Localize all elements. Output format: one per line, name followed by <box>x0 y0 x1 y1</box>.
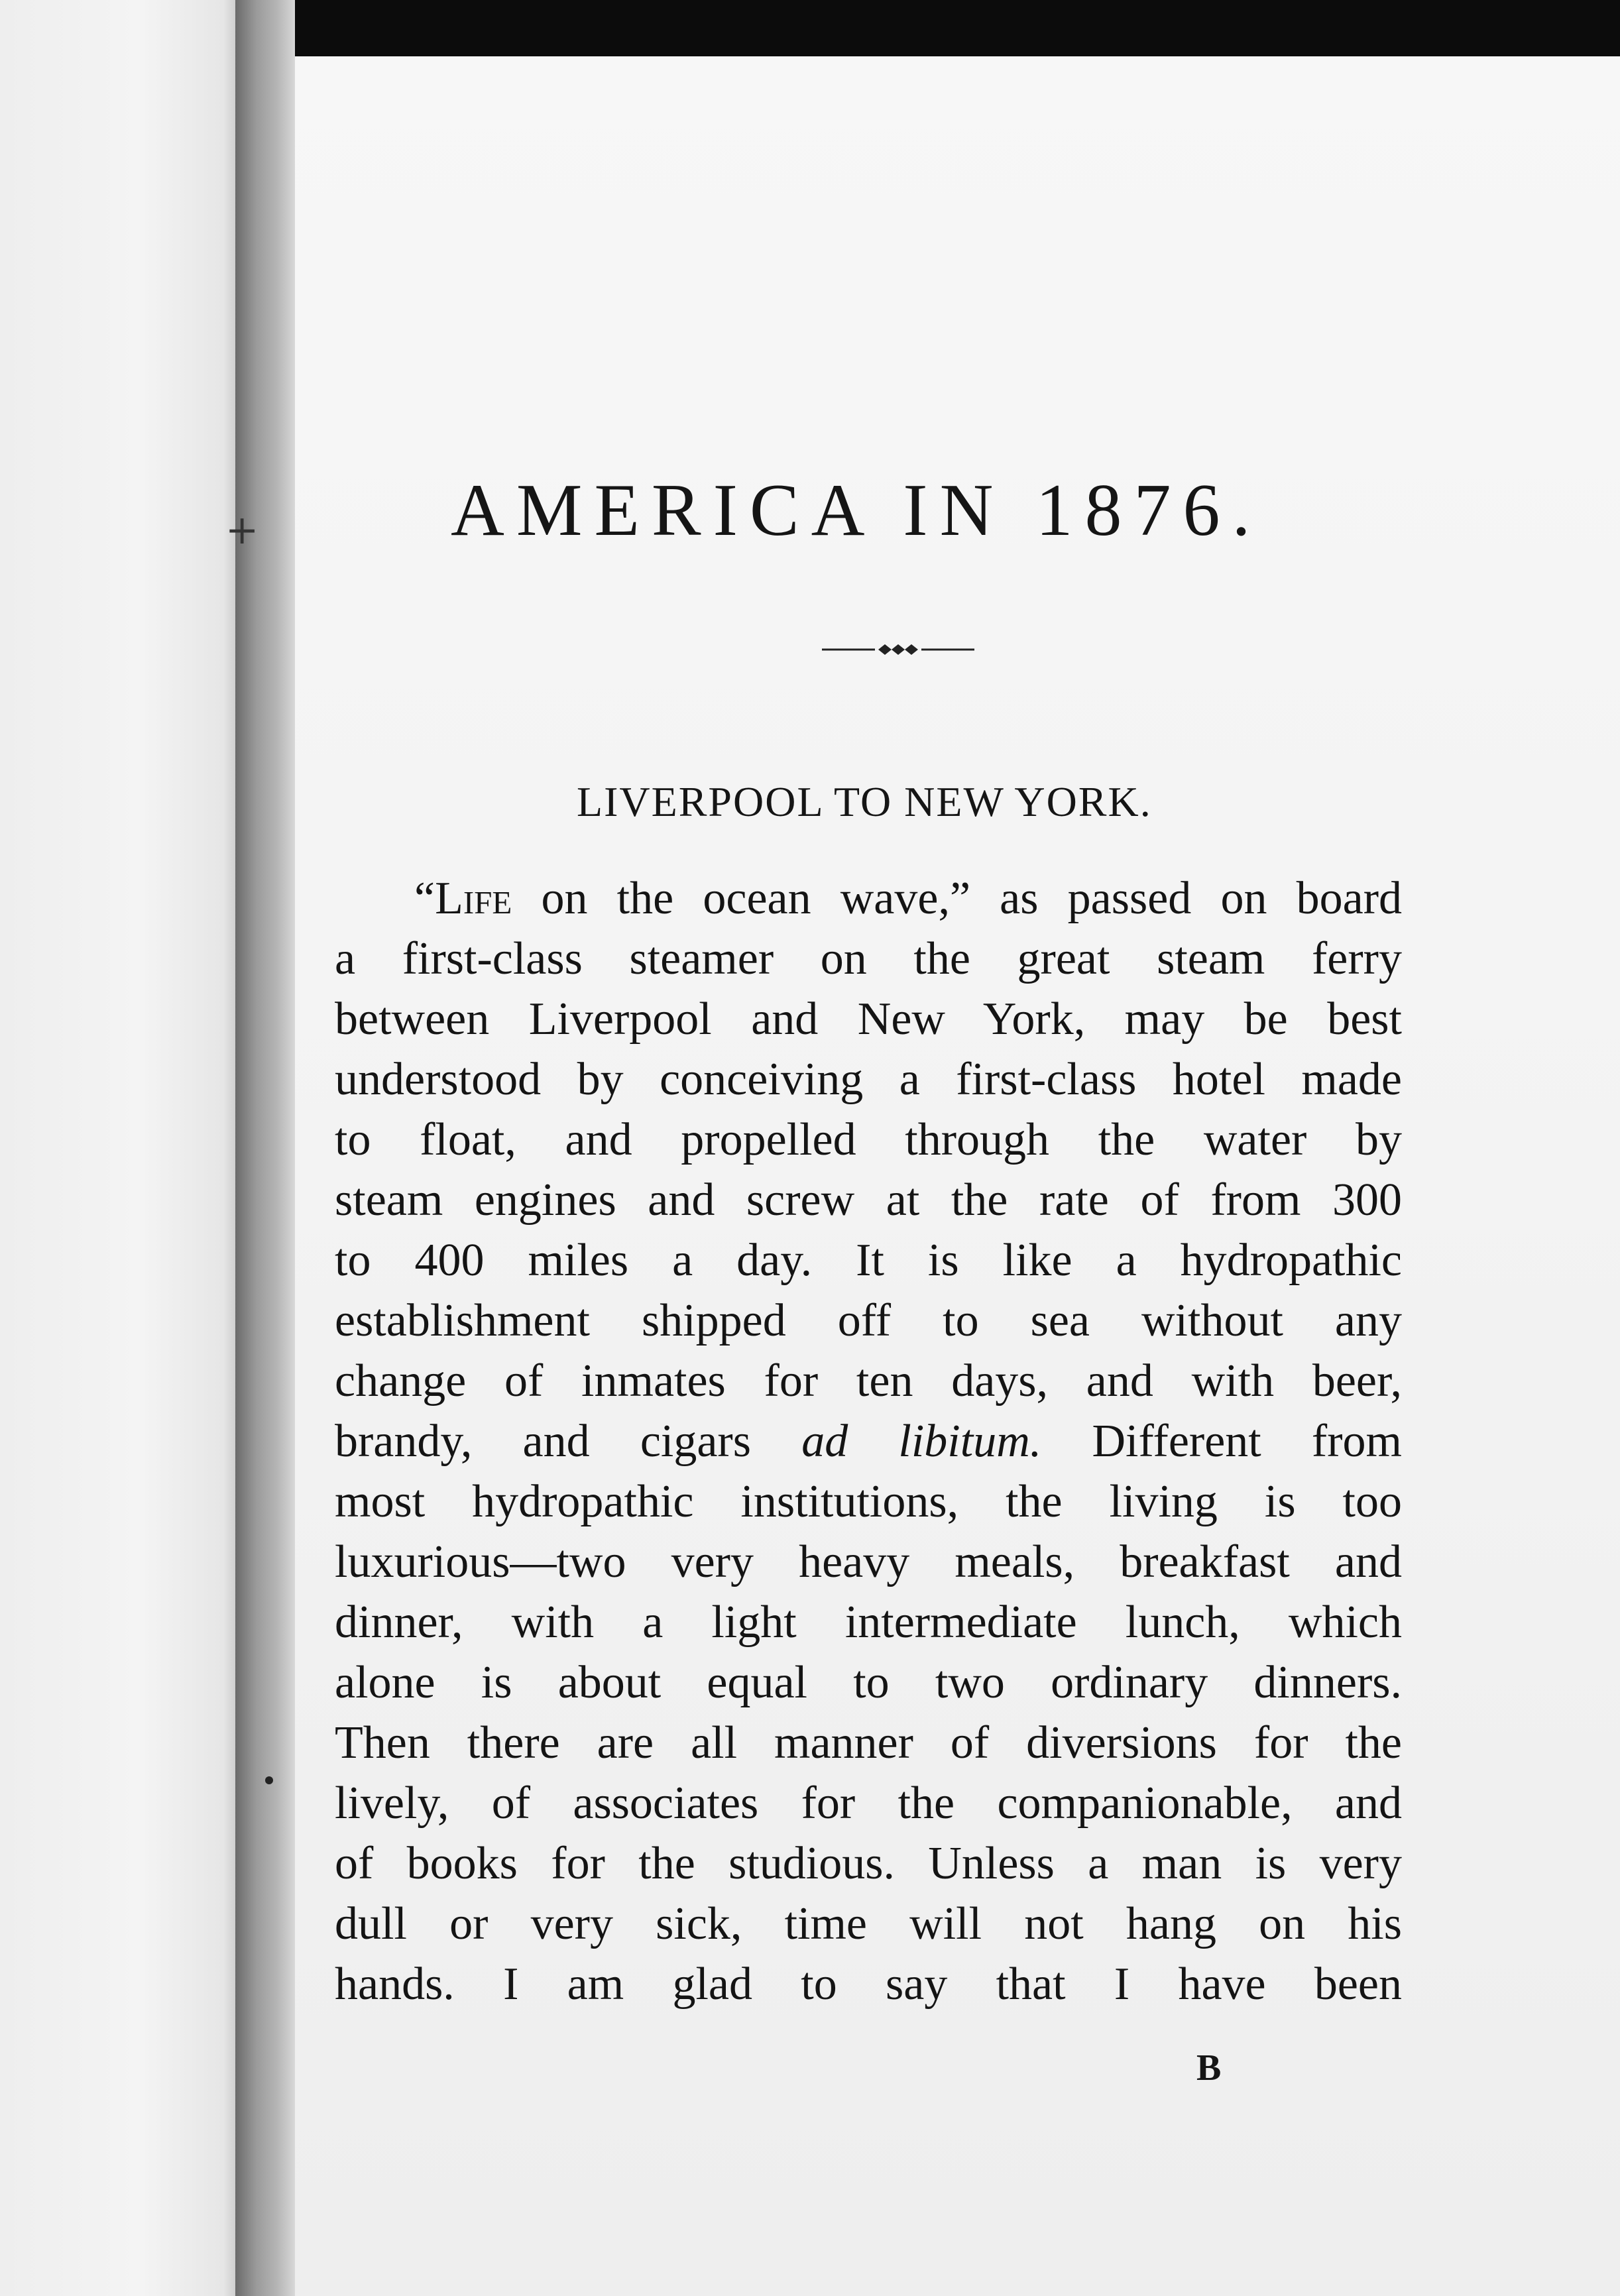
body-line: change of inmates for ten days, and with beer, <box>335 1355 1402 1406</box>
body-line: luxurious—two very heavy meals, breakfast and <box>335 1536 1402 1587</box>
line-text: brandy, and cigars <box>335 1416 802 1467</box>
body-line: Then there are all manner of diversions for the <box>335 1717 1402 1768</box>
body-line: a first-class steamer on the great steam ferry <box>335 933 1402 984</box>
body-line: dull or very sick, time will not hang on his <box>335 1898 1402 1949</box>
body-line: most hydropathic institutions, the living is too <box>335 1476 1402 1527</box>
body-line <box>335 868 1402 929</box>
body-line: between Liverpool and New York, may be best <box>335 994 1402 1045</box>
body-line: to float, and propelled through the water by <box>335 1114 1402 1165</box>
margin-mark-icon: + <box>225 507 259 553</box>
body-line: of books for the studious. Unless a man is very <box>335 1838 1402 1889</box>
margin-dot-icon <box>265 1776 273 1784</box>
body-text <box>335 868 1402 2014</box>
drop-word: Life <box>435 873 512 924</box>
body-line: hands. I am glad to say that I have been <box>335 1959 1402 2010</box>
left-blank-page <box>0 0 235 2296</box>
page-title: AMERICA IN 1876. <box>451 469 1263 551</box>
line-text: Different from <box>1041 1416 1402 1467</box>
book-gutter <box>235 0 295 2296</box>
body-line: to 400 miles a day. It is like a hydropathic <box>335 1235 1402 1286</box>
body-line: dinner, with a light intermediate lunch, which <box>335 1597 1402 1648</box>
body-line: understood by conceiving a first-class hotel made <box>335 1054 1402 1105</box>
chapter-heading: LIVERPOOL TO NEW YORK. <box>577 778 1152 825</box>
italic-phrase: ad libitum. <box>801 1416 1042 1467</box>
body-line: establishment shipped off to sea without any <box>335 1295 1402 1346</box>
body-line: lively, of associates for the companionable, and <box>335 1778 1402 1829</box>
body-line: alone is about equal to two ordinary dinners. <box>335 1657 1402 1708</box>
signature-mark: B <box>1196 2047 1222 2089</box>
body-line: steam engines and screw at the rate of from 300 <box>335 1175 1402 1226</box>
body-line <box>335 1411 1402 1471</box>
line-text: on the ocean wave,” as passed on board <box>512 873 1402 924</box>
open-quote: “ <box>414 873 435 924</box>
ornament-divider-icon <box>822 640 974 660</box>
scan-border <box>295 0 1620 56</box>
